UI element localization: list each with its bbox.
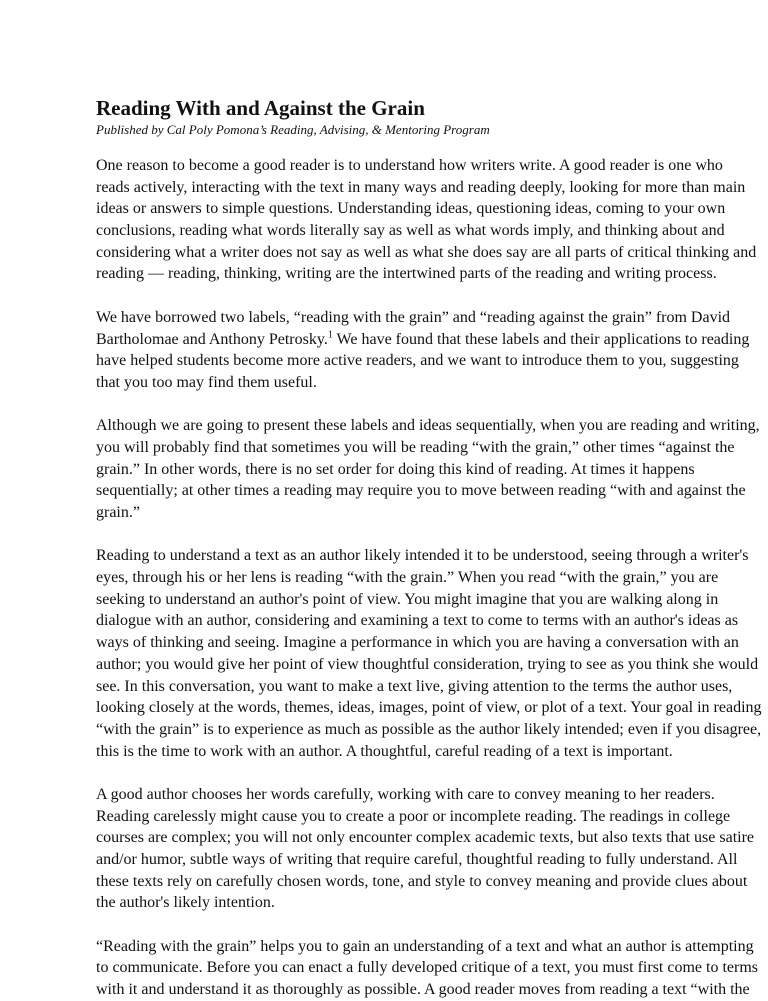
text-line: dialogue with an author, considering and examining a text to come to terms with an author's ideas as xyxy=(96,612,739,630)
text-line: and/or humor, subtle ways of writing that require careful, thoughtful reading to fully understand. All xyxy=(96,851,738,868)
text-line: this is the time to work with an author. A thoughtful, careful reading of a text is important. xyxy=(96,742,673,760)
text-line: conclusions, reading what words literally say as well as what words imply, and thinking about and xyxy=(96,222,725,240)
text-line: sequentially; at other times a reading may require you to move between reading “with and against the xyxy=(96,482,746,500)
text-line: grain.” In other words, there is no set order for doing this kind of reading. At times it happens xyxy=(96,460,695,478)
text-line: courses are complex; you will not only encounter complex academic texts, but also texts that use satire xyxy=(96,829,755,847)
text-line: looking closely at the words, themes, ideas, images, point of view, or plot of a text. Your goal in reading xyxy=(96,699,762,717)
text-line: “with the grain” is to experience as much as possible as the author likely intended; even if you disagree, xyxy=(96,720,762,738)
paragraph xyxy=(96,545,762,762)
text-line: A good author chooses her words carefully, working with care to convey meaning to her readers. xyxy=(96,785,715,803)
document-body xyxy=(96,155,762,1001)
text-line: seeking to understand an author's point of view. You might imagine that you are walking along in xyxy=(96,590,719,608)
text-line: to communicate. Before you can enact a fully developed critique of a text, you must first come to terms xyxy=(96,959,759,977)
text-line: considering what a writer does not say as well as what she does say are all parts of critical thinking and xyxy=(96,243,757,261)
paragraph xyxy=(96,936,759,1001)
document-page xyxy=(96,96,762,1001)
text-line: ways of thinking and seeing. Imagine a performance in which you are having a conversation with an xyxy=(96,634,739,652)
text-line: Although we are going to present these labels and ideas sequentially, when you are reading and writing, xyxy=(96,417,760,435)
text-line: eyes, through his or her lens is reading “with the grain.” When you read “with the grain,” you are xyxy=(96,569,719,587)
text-line: ideas or answers to simple questions. Understanding ideas, questioning ideas, coming to your own xyxy=(96,200,726,218)
text-line: reading — reading, thinking, writing are the intertwined parts of the reading and writing process. xyxy=(96,265,717,283)
document-title: Reading With and Against the Grain xyxy=(96,96,425,120)
text-line: the author's likely intention. xyxy=(96,894,275,912)
text-line: you will probably find that sometimes you will be reading “with the grain,” other times “against the xyxy=(96,438,735,456)
text-line: Reading to understand a text as an author likely intended it to be understood, seeing through a writer's xyxy=(96,547,749,565)
text-line: author; you would give her point of view thoughtful consideration, trying to see as you think she would xyxy=(96,655,759,673)
text-line: “Reading with the grain” helps you to gain an understanding of a text and what an author is attempting xyxy=(96,937,754,955)
text-line: Reading carelessly might cause you to create a poor or incomplete reading. The readings in college xyxy=(96,807,731,825)
text-line: with it and understand it as thoroughly as possible. A good reader moves from reading a text “with the xyxy=(96,981,750,999)
text-line: reads actively, interacting with the text in many ways and reading deeply, looking for more than main xyxy=(96,178,746,196)
paragraph xyxy=(96,155,757,285)
text-line: We have borrowed two labels, “reading with the grain” and “reading against the grain” from David xyxy=(96,308,731,326)
text-line xyxy=(96,329,750,351)
paragraph xyxy=(96,784,755,914)
paragraph xyxy=(96,307,750,394)
text-segment: Bartholomae and Anthony Petrosky. xyxy=(96,330,328,348)
footnote-marker[interactable]: 1 xyxy=(327,329,333,341)
text-line: have helped students become more active readers, and we want to introduce them to you, suggesting xyxy=(96,352,739,370)
text-segment: We have found that these labels and their applications to reading xyxy=(332,330,750,348)
paragraph xyxy=(96,415,760,523)
document-subtitle: Published by Cal Poly Pomona’s Reading, Advising, & Mentoring Program xyxy=(96,122,490,137)
text-line: see. In this conversation, you want to make a text live, giving attention to the terms the author uses, xyxy=(96,677,733,695)
text-line: these texts rely on carefully chosen words, tone, and style to convey meaning and provide clues about xyxy=(96,872,748,890)
text-line: grain.” xyxy=(96,504,140,521)
text-line: that you too may find them useful. xyxy=(96,373,317,391)
text-line: One reason to become a good reader is to understand how writers write. A good reader is one who xyxy=(96,157,723,174)
